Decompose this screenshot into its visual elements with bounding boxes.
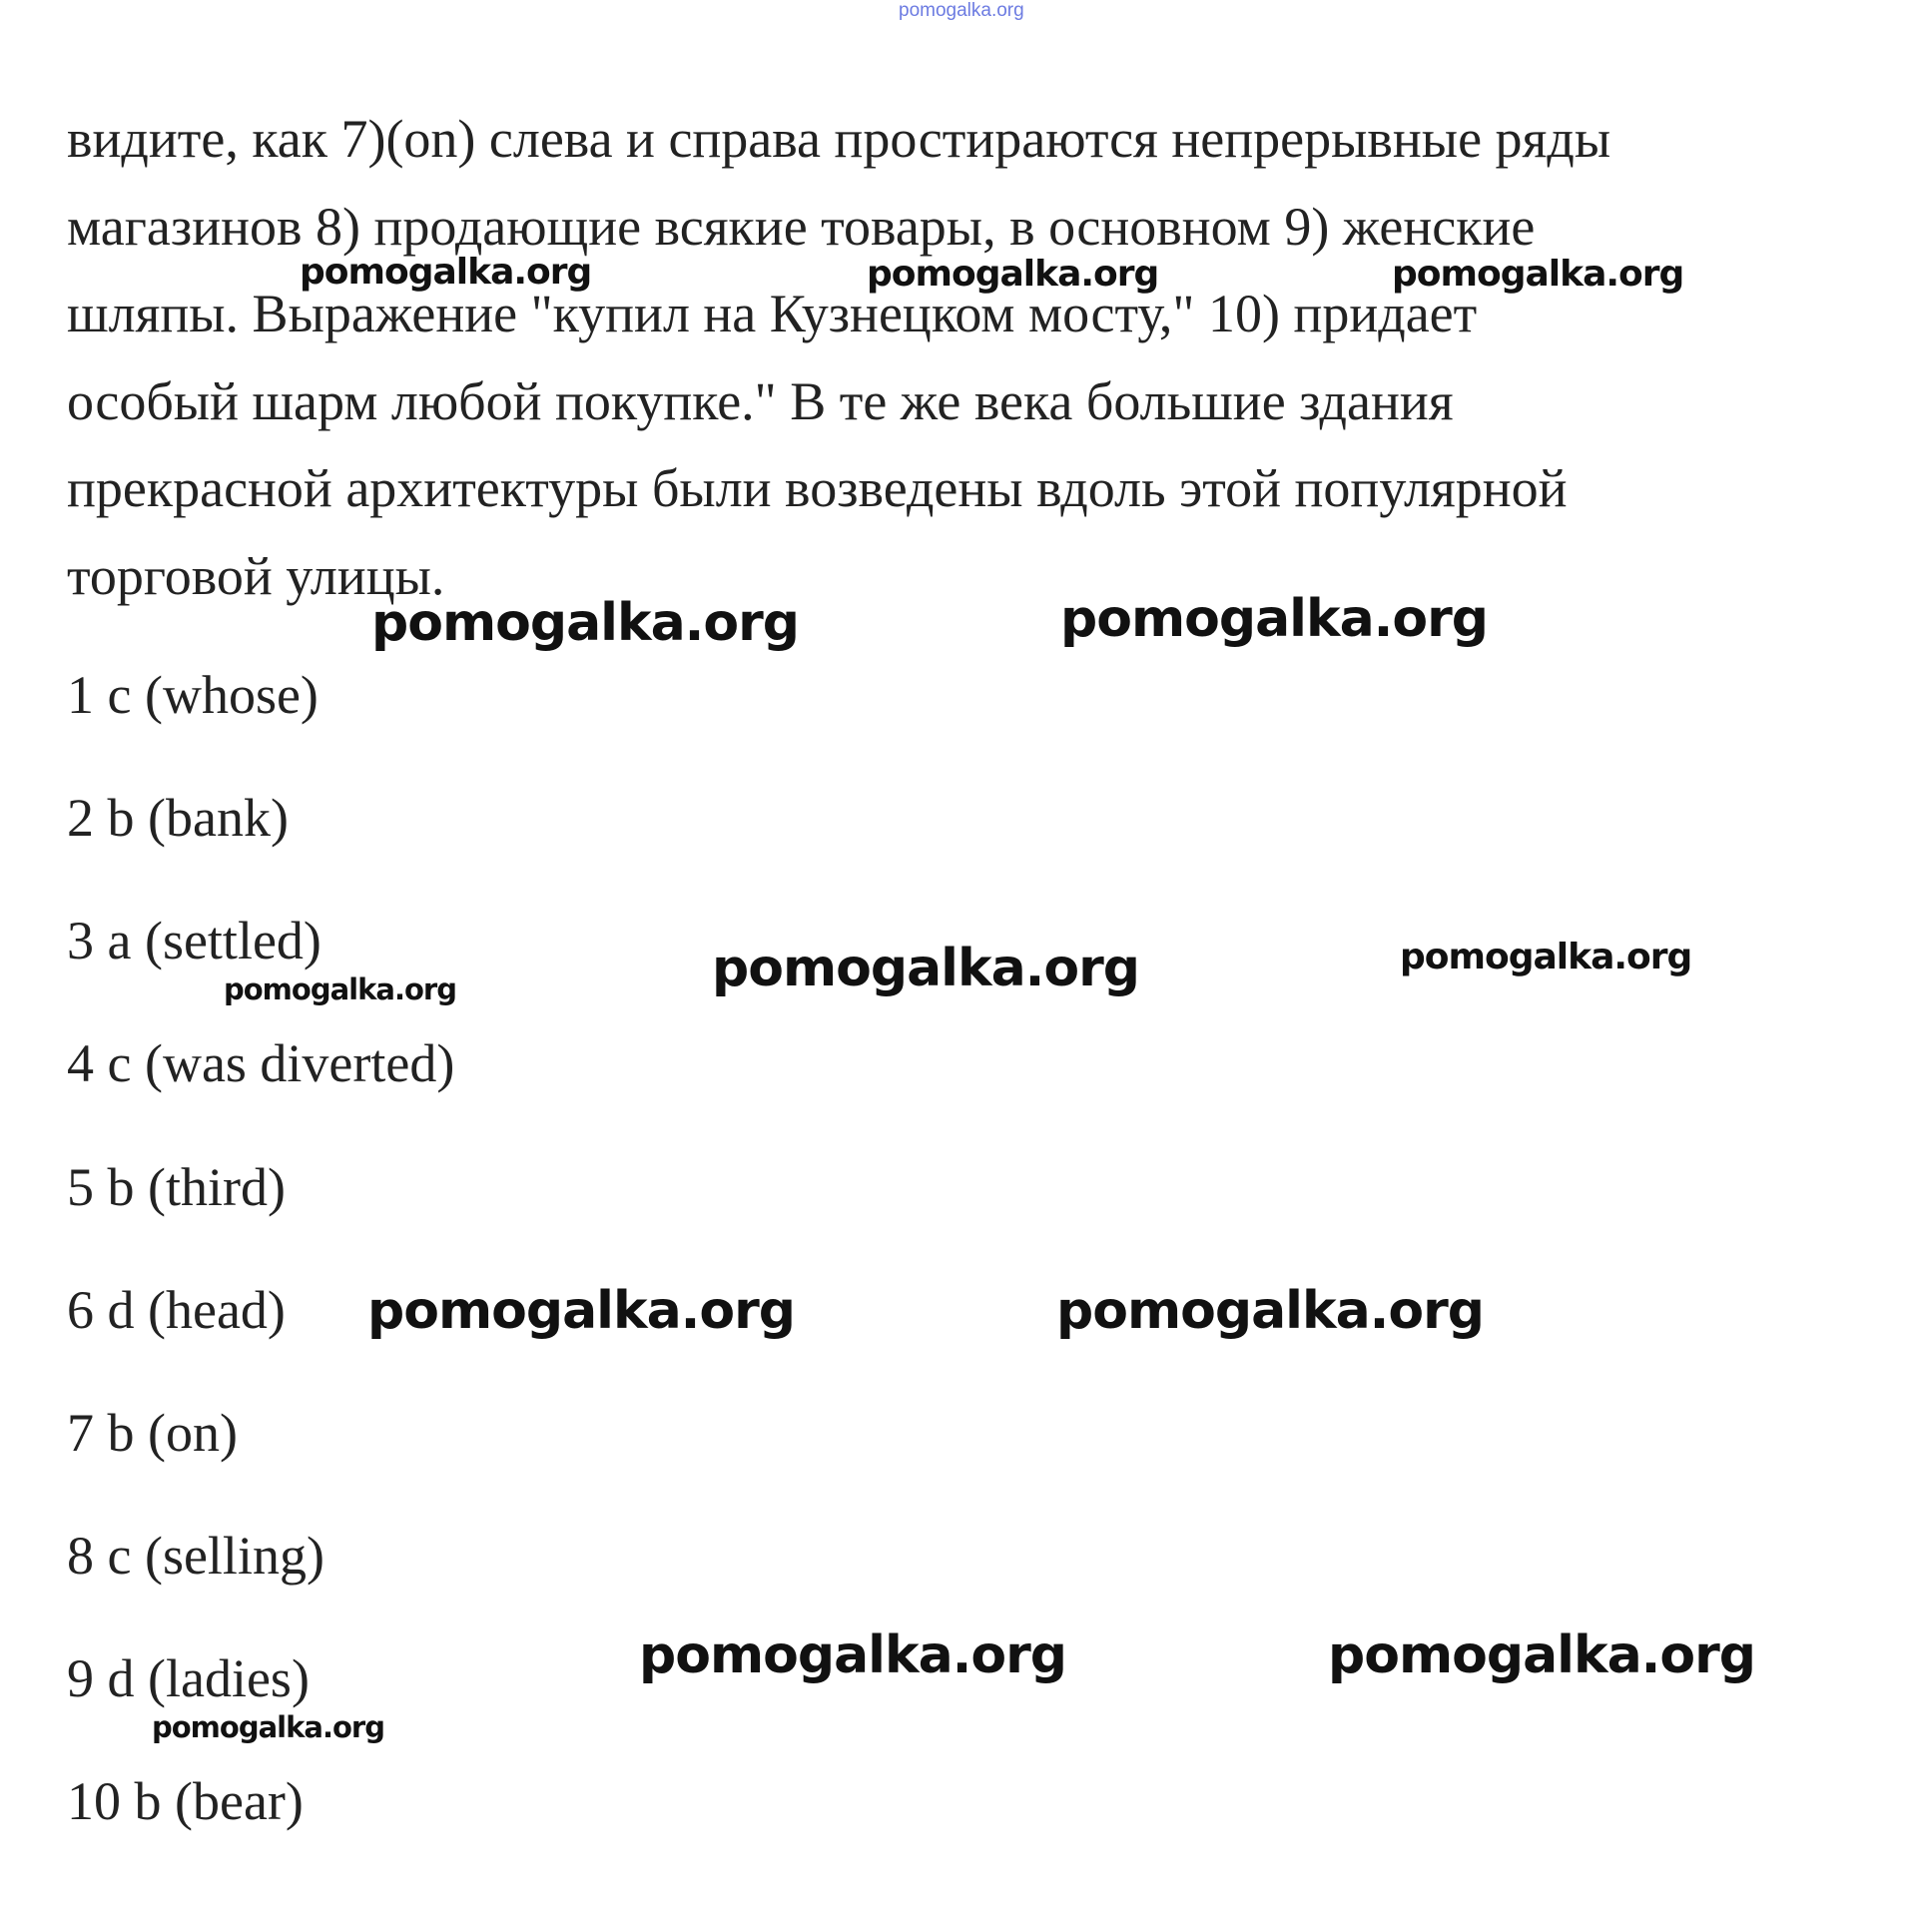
answer-item: 6 d (head) <box>67 1280 286 1340</box>
watermark: pomogalka.org <box>867 254 1159 295</box>
answer-item: 10 b (bear) <box>67 1771 304 1831</box>
answer-item: 5 b (third) <box>67 1157 286 1217</box>
answer-item: 1 c (whose) <box>67 665 319 725</box>
paragraph-line: прекрасной архитектуры были возведены вдоль этой популярной <box>67 458 1568 518</box>
paragraph-line: особый шарм любой покупке." В те же века большие здания <box>67 370 1454 431</box>
answer-item: 8 c (selling) <box>67 1526 324 1586</box>
watermark: pomogalka.org <box>1400 937 1692 977</box>
watermark: pomogalka.org <box>224 972 456 1006</box>
watermark: pomogalka.org <box>1060 589 1489 649</box>
answer-item: 7 b (on) <box>67 1403 238 1463</box>
top-site-watermark: pomogalka.org <box>899 0 1024 21</box>
watermark: pomogalka.org <box>367 1281 796 1341</box>
paragraph-line: магазинов 8) продающие всякие товары, в основном 9) женские <box>67 196 1536 257</box>
watermark: pomogalka.org <box>371 593 800 653</box>
watermark: pomogalka.org <box>639 1625 1067 1685</box>
answer-item: 3 a (settled) <box>67 911 321 970</box>
watermark: pomogalka.org <box>1328 1625 1756 1685</box>
watermark: pomogalka.org <box>300 252 592 293</box>
answer-item: 2 b (bank) <box>67 788 289 848</box>
translation-paragraph <box>67 96 1864 620</box>
watermark: pomogalka.org <box>1056 1281 1485 1341</box>
watermark: pomogalka.org <box>152 1710 384 1744</box>
paragraph-line: видите, как 7)(on) слева и справа простираются непрерывные ряды <box>67 109 1611 169</box>
answer-item: 9 d (ladies) <box>67 1648 310 1708</box>
watermark: pomogalka.org <box>1392 254 1684 295</box>
paragraph-line: шляпы. Выражение "купил на Кузнецком мосту," 10) придает <box>67 284 1478 343</box>
paragraph-line: торговой улицы. <box>67 545 445 606</box>
answer-item: 4 c (was diverted) <box>67 1033 455 1093</box>
watermark: pomogalka.org <box>712 939 1140 998</box>
